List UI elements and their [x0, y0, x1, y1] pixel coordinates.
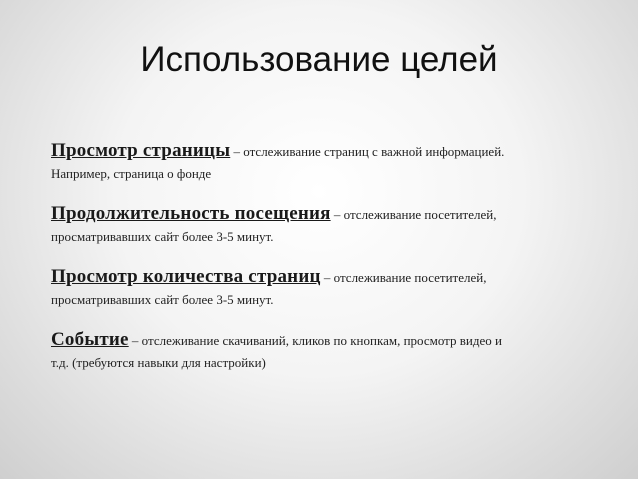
goal-description: – отслеживание посетителей, — [320, 270, 487, 285]
goal-term: Продолжительность посещения — [51, 203, 331, 224]
goal-term: Просмотр страницы — [51, 140, 231, 161]
goal-item-pages-count — [51, 266, 611, 311]
goal-description-continued: просматривавших сайт более 3-5 минут. — [51, 229, 274, 244]
goal-description-continued: т.д. (требуются навыки для настройки) — [51, 355, 266, 370]
goal-term: Просмотр количества страниц — [51, 266, 321, 287]
goal-description: – отслеживание страниц с важной информацией. — [230, 144, 505, 159]
goal-term: Событие — [51, 329, 129, 350]
goal-description: – отслеживание скачиваний, кликов по кнопкам, просмотр видео и — [128, 333, 502, 348]
goal-description: – отслеживание посетителей, — [330, 207, 497, 222]
goal-item-visit-duration — [51, 203, 611, 248]
slide-title: Использование целей — [140, 40, 498, 79]
goal-description-continued: просматривавших сайт более 3-5 минут. — [51, 292, 274, 307]
goal-item-page-view — [51, 140, 611, 185]
slide-content — [51, 140, 611, 392]
goal-item-event — [51, 329, 611, 374]
goal-description-continued: Например, страница о фонде — [51, 166, 212, 181]
